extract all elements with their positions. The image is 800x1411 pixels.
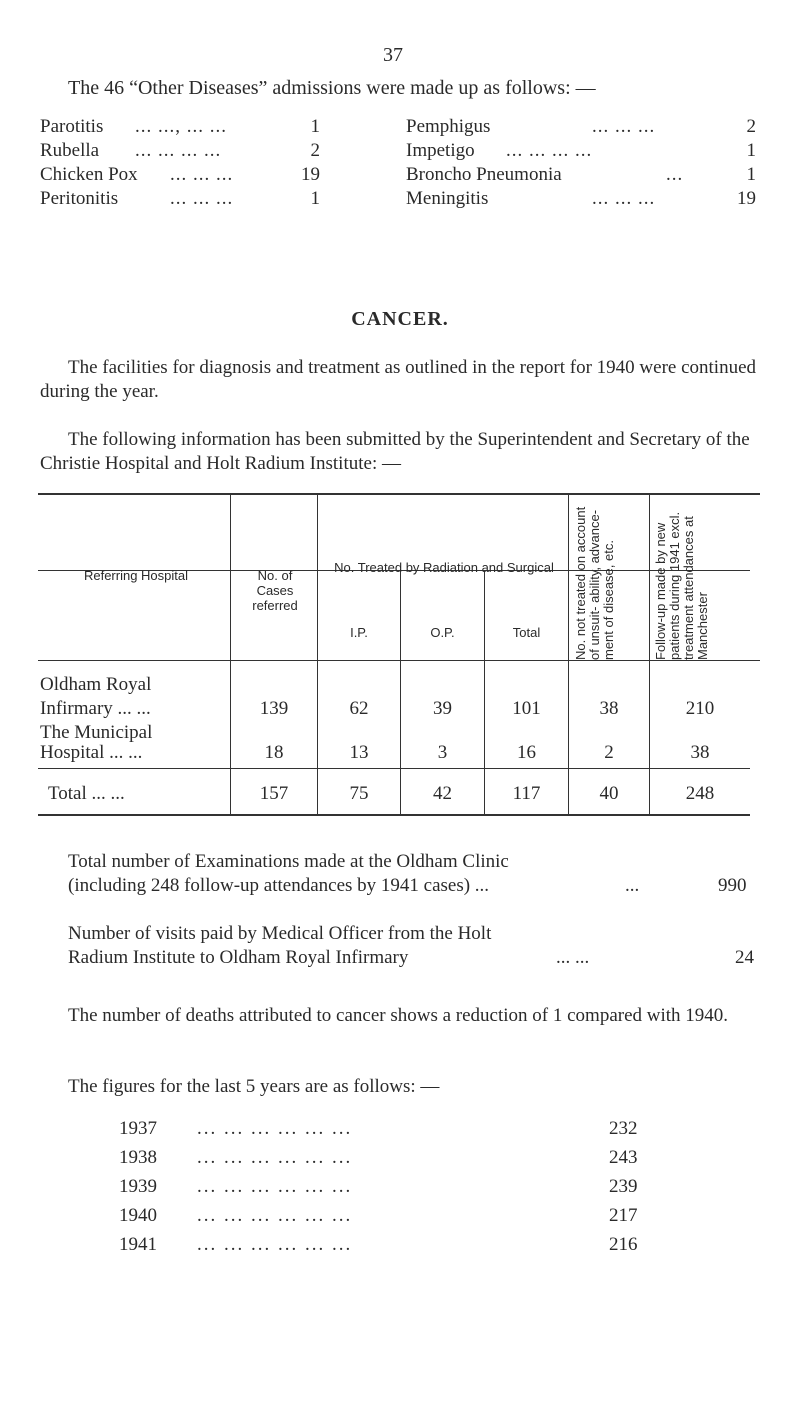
header-not-treated: No. not treated on account of unsuit- ability, advance- ment of disease, etc. [573,506,616,660]
disease-count: 19 [301,164,320,185]
information-paragraph: The following information has been submitted by the Superintendent and Secretary of the Christie Hospital and Holt Radium Institute: — [40,429,750,474]
cell-op: 39 [433,698,452,719]
leader-dots: ... ... ... ... [135,140,222,161]
total-ip: 75 [349,783,369,804]
table-col-divider [568,494,569,815]
examinations-line1: Total number of Examinations made at the Oldham Clinic [68,851,509,872]
disease-count: 2 [310,140,320,161]
total-op: 42 [433,783,452,804]
leader-dots: ... ... ... [592,116,656,137]
leader-dots: ... ... ... ... [506,140,593,161]
visits-line2: Radium Institute to Oldham Royal Infirmary [68,947,409,968]
leader-dots: ... ... ... ... ... ... [197,1147,353,1168]
disease-count: 19 [737,188,756,209]
list-item [40,116,360,140]
list-item [406,140,766,164]
disease-count: 1 [746,164,756,185]
cell-total: 16 [517,742,536,763]
cancer-heading: CANCER. [351,308,449,330]
cell-cases: 139 [259,698,289,719]
year-label: 1938 [119,1147,157,1168]
year-value: 216 [609,1234,638,1255]
year-value: 243 [609,1147,638,1168]
disease-name: Pemphigus [406,116,491,137]
other-diseases-right-list [406,116,766,212]
leader-dots: ... ... ... [592,188,656,209]
other-diseases-left-list [40,116,360,212]
year-label: 1941 [119,1234,157,1255]
table-top-rule [38,493,760,495]
cell-not-treated: 38 [599,698,619,719]
table-col-divider [484,571,485,815]
disease-count: 1 [746,140,756,161]
cell-not-treated: 2 [604,742,614,763]
header-cases-referred: No. of Cases referred [252,568,298,613]
cell-follow-up: 38 [690,742,710,763]
leader-dots: ... ... ... [170,188,234,209]
year-value: 232 [609,1118,638,1139]
list-item [119,1118,679,1147]
disease-name: Rubella [40,140,100,161]
list-item [119,1176,679,1205]
disease-name: Broncho Pneumonia [406,164,562,185]
cell-cases: 18 [264,742,284,763]
table-col-divider [649,494,650,815]
list-item [40,188,360,212]
other-diseases-intro: The 46 “Other Diseases” admissions were made up as follows: — [68,77,596,99]
leader-dots: ... [666,164,684,185]
years-intro: The figures for the last 5 years are as follows: — [68,1076,440,1097]
leader-dots: ... [625,875,640,896]
table-col-divider [317,494,318,815]
header-follow-up: Follow-up made by new patients during 1941 excl. treatment attendances at Manchester [653,511,710,660]
row-hospital-line1: Oldham Royal [40,674,152,695]
visits-line1: Number of visits paid by Medical Officer from the Holt [68,923,492,944]
disease-count: 2 [746,116,756,137]
disease-count: 1 [310,188,320,209]
leader-dots: ... ... ... [170,164,234,185]
list-item [119,1234,679,1263]
examinations-line2: (including 248 follow-up attendances by 1941 cases) ... [68,875,490,896]
disease-name: Parotitis [40,116,104,137]
list-item [406,188,766,212]
examinations-value: 990 [718,875,747,896]
header-ip: I.P. [350,625,368,640]
disease-name: Meningitis [406,188,489,209]
leader-dots: ... ..., ... ... [135,116,227,137]
cell-ip: 62 [349,698,369,719]
list-item [406,116,766,140]
year-label: 1937 [119,1118,157,1139]
header-total: Total [512,625,541,640]
page-number: 37 [383,44,403,66]
total-follow-up: 248 [685,783,715,804]
cancer-deaths-list [119,1118,679,1263]
year-value: 239 [609,1176,638,1197]
leader-dots: ... ... [556,947,590,968]
year-label: 1940 [119,1205,157,1226]
list-item [119,1205,679,1234]
year-value: 217 [609,1205,638,1226]
table-total-rule [38,768,750,769]
row-hospital-line2: Hospital ... ... [40,742,143,763]
deaths-paragraph: The number of deaths attributed to cancer shows a reduction of 1 compared with 1940. [68,1005,729,1026]
list-item [119,1147,679,1176]
cell-follow-up: 210 [685,698,715,719]
list-item [406,164,766,188]
disease-count: 1 [310,116,320,137]
list-item [40,164,360,188]
row-hospital-line1: The Municipal [40,722,153,743]
year-label: 1939 [119,1176,157,1197]
list-item [40,140,360,164]
leader-dots: ... ... ... ... ... ... [197,1234,353,1255]
table-col-divider [400,571,401,815]
total-label: Total ... ... [48,783,125,804]
table-col-divider [230,494,231,815]
disease-name: Peritonitis [40,188,119,209]
leader-dots: ... ... ... ... ... ... [197,1205,353,1226]
total-cases: 157 [259,783,289,804]
table-sub-rule [38,660,760,661]
header-treated: No. Treated by Radiation and Surgical [334,560,554,575]
cell-total: 101 [512,698,541,719]
total-not-treated: 40 [599,783,619,804]
disease-name: Impetigo [406,140,475,161]
cell-op: 3 [437,742,448,763]
leader-dots: ... ... ... ... ... ... [197,1118,353,1139]
visits-value: 24 [735,947,754,968]
disease-name: Chicken Pox [40,164,138,185]
facilities-paragraph: The facilities for diagnosis and treatment as outlined in the report for 1940 were continued during the year. [40,357,757,402]
table-bottom-rule [38,814,750,816]
total-total: 117 [512,783,541,804]
cell-ip: 13 [349,742,369,763]
leader-dots: ... ... ... ... ... ... [197,1176,353,1197]
header-referring-hospital: Referring Hospital [83,568,189,583]
row-hospital-line2: Infirmary ... ... [40,698,151,719]
header-op: O.P. [430,625,455,640]
